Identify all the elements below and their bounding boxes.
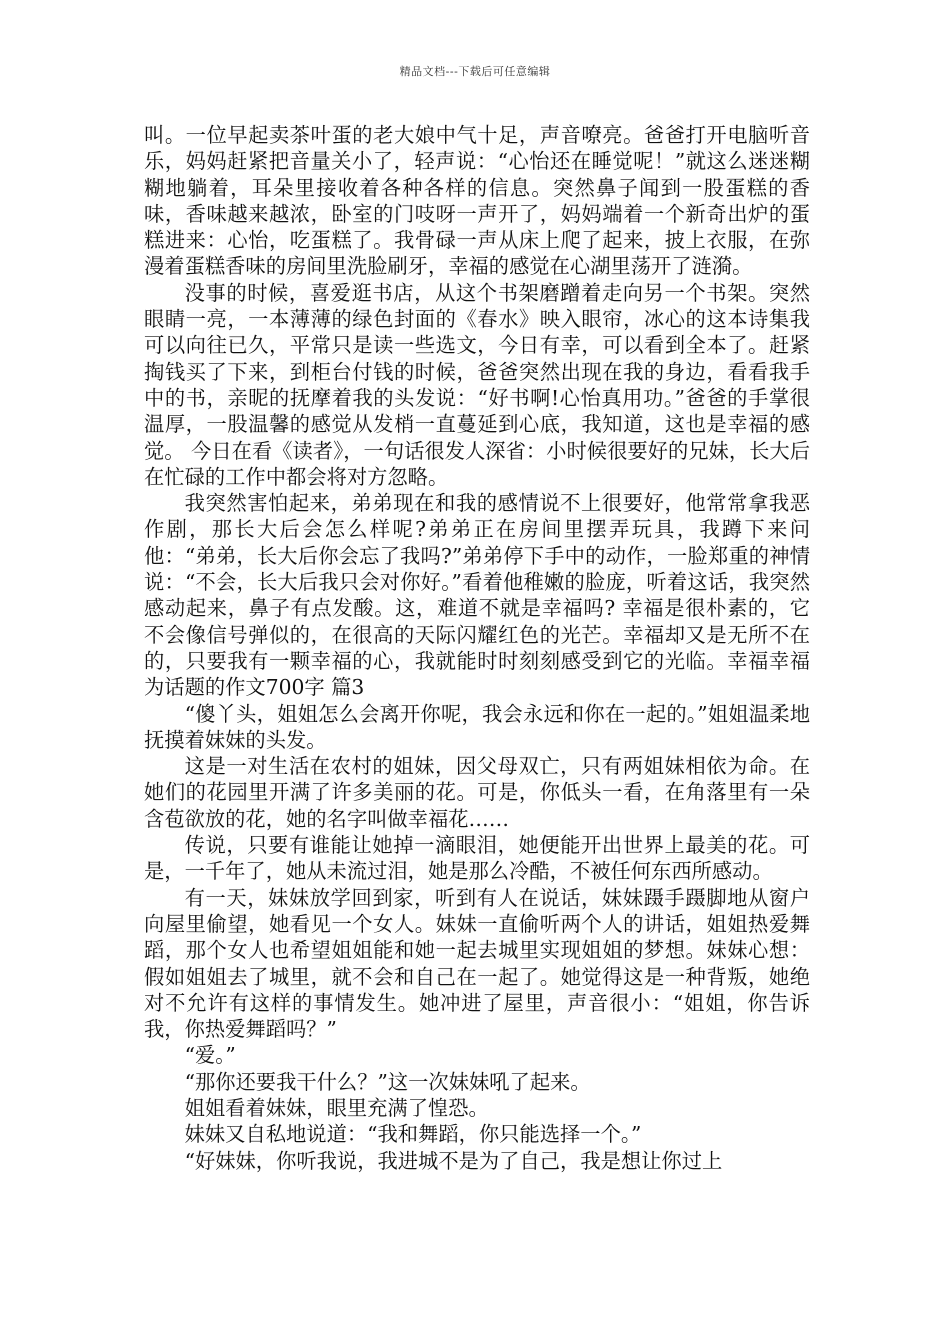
paragraph-3: 我突然害怕起来，弟弟现在和我的感情说不上很要好，他常常拿我恶作剧，那长大后会怎么样呢?弟弟正在房间里摆弄玩具，我蹲下来问他：“弟弟，长大后你会忘了我吗?”弟弟停下手中的动作，一脸郑重的神情说：“不会，长大后我只会对你好。”看着他稚嫩的脸庞，听着这话，我突然感动起来，鼻子有点发酸。这，难道不就是幸福吗? 幸福是很朴素的，它不会像信号弹似的，在很高的天际闪耀红色的光芒。幸福却又是无所不在的，只要我有一颗幸福的心，我就能时时刻刻感受到它的光临。幸福幸福为话题的作文700字 篇3 <box>144 491 810 700</box>
paragraph-6: 传说，只要有谁能让她掉一滴眼泪，她便能开出世界上最美的花。可是，一千年了，她从未流过泪，她是那么冷酷，不被任何东西所感动。 <box>144 833 810 884</box>
page-header: 精品文档---下载后可任意编辑 <box>399 65 551 78</box>
paragraph-2: 没事的时候，喜爱逛书店，从这个书架磨蹭着走向另一个书架。突然眼睛一亮，一本薄薄的绿色封面的《春水》映入眼帘，冰心的这本诗集我可以向往已久，平常只是读一些选文，今日有幸，可以看到全本了。赶紧掏钱买了下来，到柜台付钱的时候，爸爸突然出现在我的身边，看看我手中的书，亲昵的抚摩着我的头发说：“好书啊!心怡真用功。”爸爸的手掌很温厚，一股温馨的感觉从发梢一直蔓延到心底，我知道，这也是幸福的感觉。 今日在看《读者》，一句话很发人深省：小时候很要好的兄妹，长大后在忙碌的工作中都会将对方忽略。 <box>144 280 810 489</box>
document-body <box>144 122 810 1174</box>
paragraph-10: 姐姐看着妹妹，眼里充满了惶恐。 <box>184 1095 489 1120</box>
paragraph-7: 有一天，妹妹放学回到家，听到有人在说话，妹妹蹑手蹑脚地从窗户向屋里偷望，她看见一个女人。妹妹一直偷听两个人的讲话，姐姐热爱舞蹈，那个女人也希望姐姐能和她一起去城里实现姐姐的梦想。妹妹心想：假如姐姐去了城里，就不会和自己在一起了。她觉得这是一种背叛，她绝对不允许有这样的事情发生。她冲进了屋里，声音很小：“姐姐，你告诉我，你热爱舞蹈吗？” <box>144 885 810 1042</box>
paragraph-9: “那你还要我干什么？”这一次妹妹吼了起来。 <box>184 1069 591 1094</box>
paragraph-12: “好妹妹，你听我说，我进城不是为了自己，我是想让你过上 <box>184 1148 723 1173</box>
paragraph-8: “爱。” <box>184 1043 236 1068</box>
paragraph-4: “傻丫头，姐姐怎么会离开你呢，我会永远和你在一起的。”姐姐温柔地抚摸着妹妹的头发。 <box>144 701 810 752</box>
paragraph-5: 这是一对生活在农村的姐妹，因父母双亡，只有两姐妹相依为命。在她们的花园里开满了许多美丽的花。可是，你低头一看，在角落里有一朵含苞欲放的花，她的名字叫做幸福花…… <box>144 754 810 831</box>
paragraph-11: 妹妹又自私地说道：“我和舞蹈，你只能选择一个。” <box>184 1122 642 1147</box>
paragraph-1: 叫。一位早起卖茶叶蛋的老大娘中气十足，声音嘹亮。爸爸打开电脑听音乐，妈妈赶紧把音量关小了，轻声说：“心怡还在睡觉呢！”就这么迷迷糊糊地躺着，耳朵里接收着各种各样的信息。突然鼻子闻到一股蛋糕的香味，香味越来越浓，卧室的门吱呀一声开了，妈妈端着一个新奇出炉的蛋糕进来：心怡，吃蛋糕了。我骨碌一声从床上爬了起来，披上衣服，在弥漫着蛋糕香味的房间里洗脸刷牙，幸福的感觉在心湖里荡开了涟漪。 <box>144 123 810 279</box>
